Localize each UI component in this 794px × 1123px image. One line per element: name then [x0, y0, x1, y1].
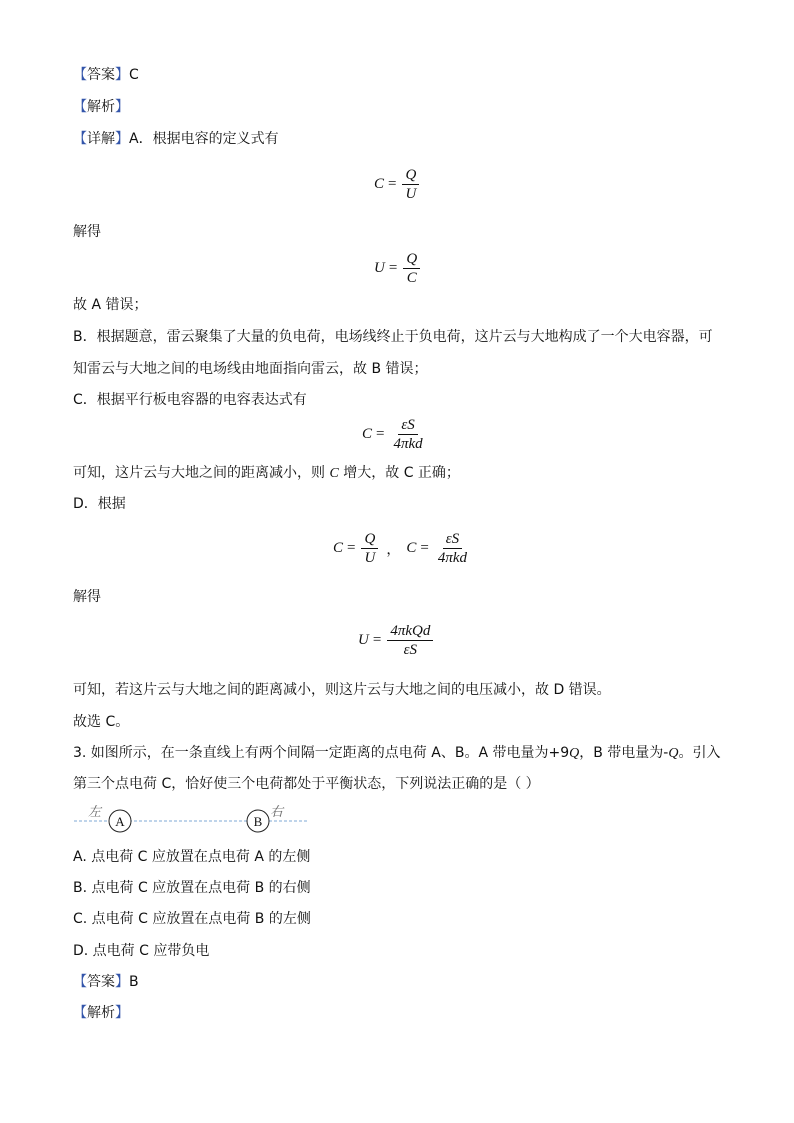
answer-line — [73, 65, 139, 85]
analysis-bracket-close: 】 — [115, 1005, 129, 1021]
analysis-tag: 解析 — [87, 99, 115, 115]
eq-lhs-2: C — [406, 540, 417, 556]
q3-text-pre: 3. 如图所示，在一条直线上有两个间隔一定距离的点电荷 A、B。A 带电量为+9 — [73, 745, 570, 761]
question-3-line1 — [73, 743, 720, 764]
eq-denominator: U — [405, 186, 417, 202]
eq-lhs: U — [374, 260, 385, 276]
right-label: 右 — [270, 804, 284, 819]
answer-bracket-close: 】 — [115, 974, 129, 990]
b-explanation-line1: B．根据题意，雷云聚集了大量的负电荷，电场线终止于负电荷，这片云与大地构成了一个大电容器，可 — [73, 329, 713, 345]
detail-tag: 详解 — [87, 131, 115, 147]
charge-b-label: B — [253, 814, 263, 829]
eq-numerator-2: εS — [443, 530, 462, 549]
equation-capacitance-definition — [374, 166, 421, 203]
answer-line-2 — [73, 972, 139, 992]
eq-separator: ， — [386, 541, 401, 558]
eq-operator-1: = — [347, 540, 356, 556]
eq-operator: = — [388, 176, 397, 192]
eq-operator: = — [388, 260, 398, 276]
analysis-bracket-open: 【 — [73, 99, 87, 115]
q3-text-mid: ，B 带电量为- — [579, 745, 669, 761]
analysis-heading-2 — [73, 1003, 129, 1023]
eq-numerator: Q — [403, 250, 420, 269]
eq-fraction — [403, 250, 420, 287]
equation-pair — [333, 530, 472, 567]
solve-label: 解得 — [73, 224, 101, 240]
eq-operator: = — [372, 632, 382, 648]
c-conclusion-var: C — [329, 466, 339, 481]
eq-denominator: C — [406, 270, 417, 286]
answer-tag: 答案 — [87, 67, 115, 83]
question-3-line2: 第三个点电荷 C，恰好使三个电荷都处于平衡状态，下列说法正确的是（ ） — [73, 776, 540, 792]
eq-fraction-2 — [435, 530, 470, 567]
option-a: A. 点电荷 C 应放置在点电荷 A 的左侧 — [73, 849, 311, 865]
detail-text: A．根据电容的定义式有 — [129, 131, 279, 147]
q3-var-q1: Q — [569, 746, 580, 761]
eq-fraction-1 — [361, 530, 378, 567]
solve-label-2: 解得 — [73, 589, 101, 605]
eq-operator-2: = — [420, 540, 429, 556]
charge-a-label: A — [115, 814, 125, 829]
answer-bracket-open: 【 — [73, 67, 87, 83]
detail-bracket-open: 【 — [73, 131, 87, 147]
eq-denominator: εS — [403, 642, 418, 658]
answer-bracket-open: 【 — [73, 974, 87, 990]
a-conclusion: 故 A 错误； — [73, 297, 148, 313]
equation-voltage-solution — [358, 622, 435, 659]
q3-var-q2: Q — [668, 746, 679, 761]
left-label: 左 — [88, 804, 102, 819]
eq-lhs: C — [362, 426, 373, 442]
answer-value: B — [129, 974, 139, 990]
c-conclusion — [73, 463, 460, 484]
option-c: C. 点电荷 C 应放置在点电荷 B 的左侧 — [73, 911, 311, 927]
eq-denominator: 4πkd — [393, 436, 423, 452]
eq-numerator: 4πkQd — [387, 622, 433, 641]
answer-value: C — [129, 67, 139, 83]
eq-lhs: C — [374, 176, 385, 192]
eq-numerator-1: Q — [361, 530, 378, 549]
d-explanation: D．根据 — [73, 496, 126, 512]
analysis-bracket-open: 【 — [73, 1005, 87, 1021]
d-conclusion: 可知，若这片云与大地之间的距离减小，则这片云与大地之间的电压减小，故 D 错误。 — [73, 682, 611, 698]
option-d: D. 点电荷 C 应带负电 — [73, 943, 210, 959]
analysis-bracket-close: 】 — [115, 99, 129, 115]
c-conclusion-pre: 可知，这片云与大地之间的距离减小，则 — [73, 465, 330, 481]
eq-numerator: εS — [398, 416, 417, 435]
eq-numerator: Q — [402, 166, 419, 185]
equation-parallel-plate — [362, 416, 428, 453]
eq-operator: = — [376, 426, 385, 442]
eq-lhs-1: C — [333, 540, 344, 556]
analysis-heading — [73, 97, 129, 117]
answer-tag: 答案 — [87, 974, 115, 990]
eq-denominator-2: 4πkd — [437, 550, 467, 566]
charge-diagram — [72, 800, 312, 840]
eq-lhs: U — [358, 632, 369, 648]
answer-bracket-close: 】 — [115, 67, 129, 83]
analysis-tag: 解析 — [87, 1005, 115, 1021]
c-conclusion-post: 增大，故 C 正确； — [338, 465, 460, 481]
option-b: B. 点电荷 C 应放置在点电荷 B 的右侧 — [73, 880, 311, 896]
b-explanation-line2: 知雷云与大地之间的电场线由地面指向雷云，故 B 错误； — [73, 361, 428, 377]
final-choice: 故选 C。 — [73, 714, 130, 730]
equation-voltage — [374, 250, 422, 287]
eq-fraction — [387, 622, 433, 659]
c-explanation: C．根据平行板电容器的电容表达式有 — [73, 392, 307, 408]
eq-denominator-1: U — [364, 550, 376, 566]
detail-bracket-close: 】 — [115, 131, 129, 147]
eq-fraction — [402, 166, 419, 203]
q3-text-post: 。引入 — [678, 745, 721, 761]
detail-line — [73, 129, 279, 149]
eq-fraction — [390, 416, 425, 453]
